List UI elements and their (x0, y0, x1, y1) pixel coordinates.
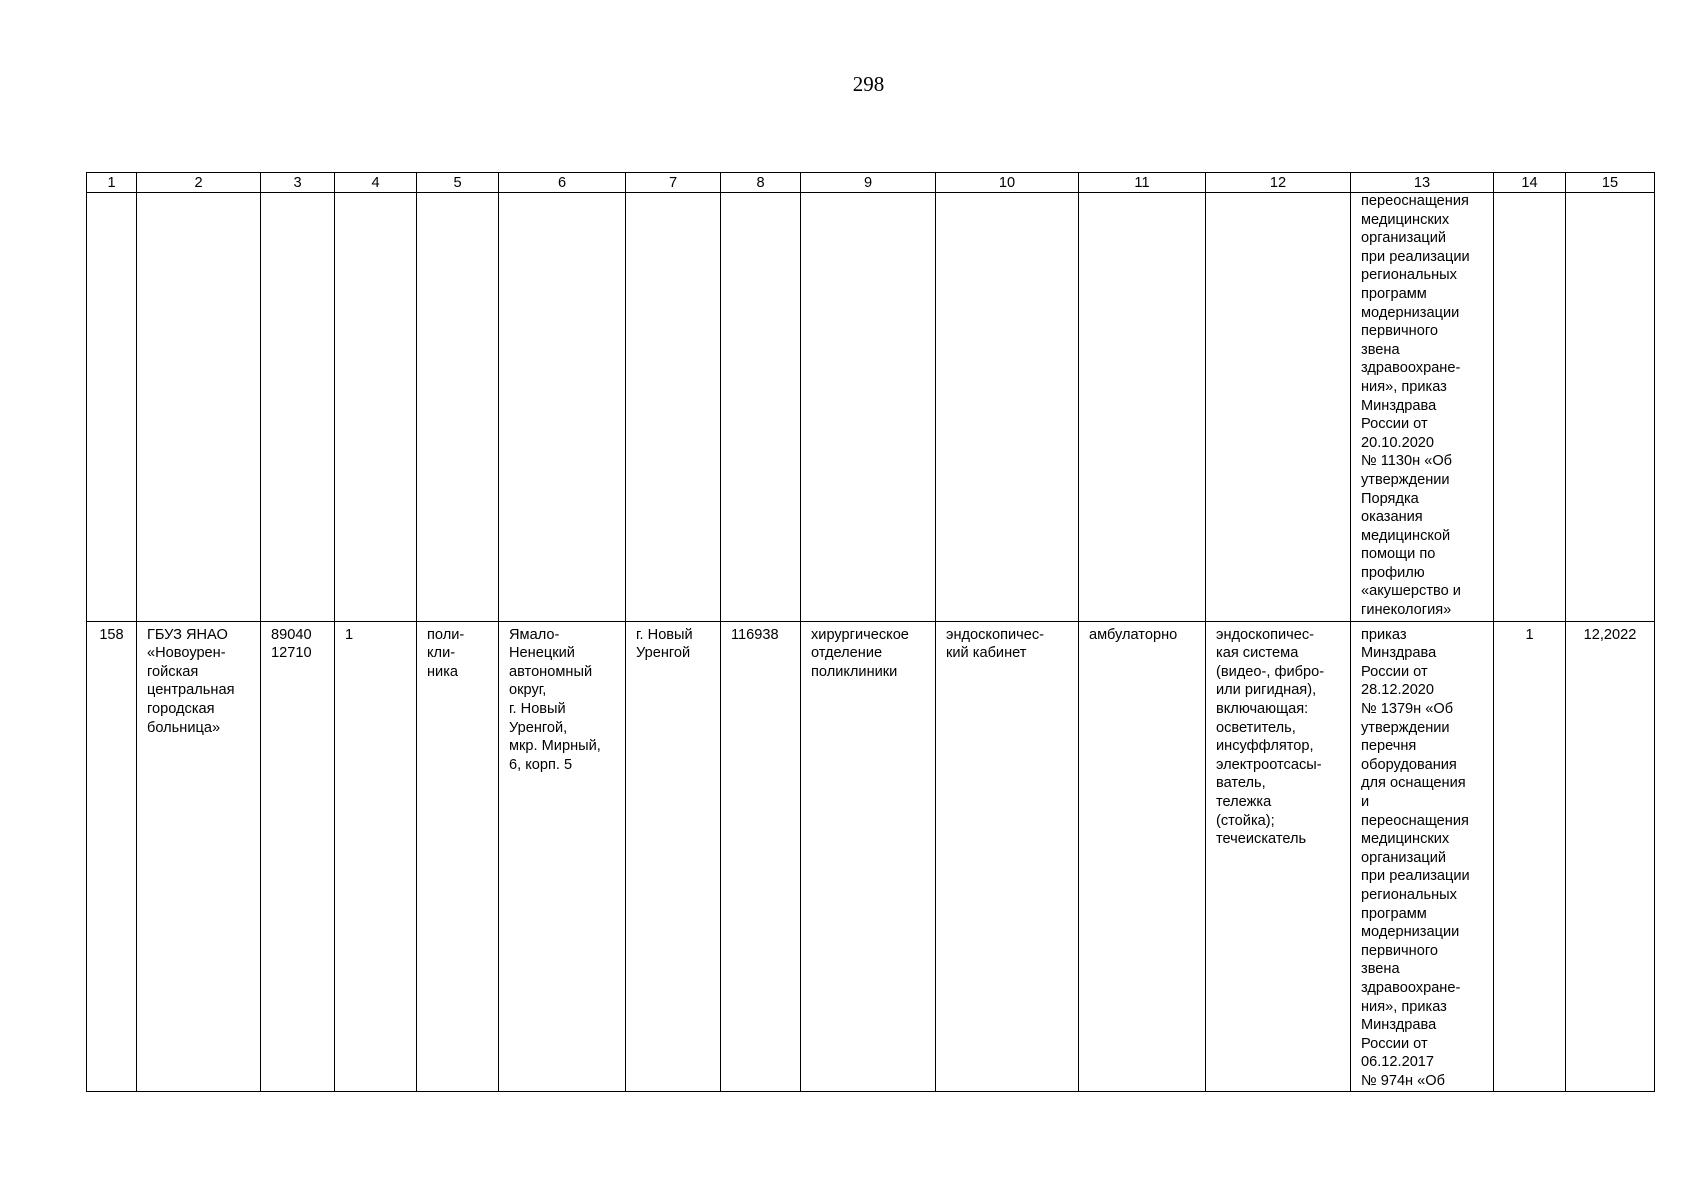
cell-text: 158 (99, 626, 124, 643)
cell-organization (137, 621, 261, 1091)
col-header-5: 5 (417, 173, 499, 193)
cell-text: хирургическое отделение поликлиники (811, 626, 909, 680)
cell-empty (1566, 193, 1655, 622)
cell-code (261, 621, 335, 1091)
col-header-13: 13 (1351, 173, 1494, 193)
cell-empty (721, 193, 801, 622)
cell-regulation-continued (1351, 193, 1494, 622)
cell-empty (626, 193, 721, 622)
cell-empty (1206, 193, 1351, 622)
cell-empty (801, 193, 936, 622)
cell-room (936, 621, 1079, 1091)
cell-text: 89040 12710 (271, 626, 312, 662)
col-header-6: 6 (499, 173, 626, 193)
cell-text: г. Новый Уренгой (636, 626, 693, 662)
cell-text: эндоскопичес- кий кабинет (946, 626, 1045, 662)
col-header-2: 2 (137, 173, 261, 193)
cell-text: приказ Минздрава России от 28.12.2020 № 1379н «Об утверждении перечня оборудования для оснащения и переоснащения медицинских организаций при реализации региональных программ модернизации первичного звена здравоохране- ния», приказ Минздрава России от 06.12.2017 № 974н «Об (1361, 626, 1470, 1089)
col-header-4: 4 (335, 173, 417, 193)
cell-col8 (721, 621, 801, 1091)
cell-date (1566, 621, 1655, 1091)
cell-quantity (1494, 621, 1566, 1091)
col-header-8: 8 (721, 173, 801, 193)
cell-text: 116938 (731, 626, 779, 643)
table-row-continuation (87, 193, 1655, 622)
header-row (87, 173, 1655, 193)
cell-text: ГБУЗ ЯНАО «Новоурен- гойская центральная городская больница» (147, 626, 235, 736)
cell-text: эндоскопичес- кая система (видео-, фибро- или ригидная), включающая: осветитель, инсуффлятор, электроотсасы- ватель, тележка (стойка); течеискатель (1216, 626, 1325, 848)
page-number: 298 (852, 72, 885, 96)
cell-text: поли- кли- ника (427, 626, 465, 680)
col-header-14: 14 (1494, 173, 1566, 193)
cell-text: 1 (1525, 626, 1534, 643)
col-header-11: 11 (1079, 173, 1206, 193)
cell-empty (936, 193, 1079, 622)
cell-empty (1494, 193, 1566, 622)
cell-empty (335, 193, 417, 622)
cell-text: 12,2022 (1583, 626, 1637, 643)
cell-text: Ямало- Ненецкий автономный округ, г. Новый Уренгой, мкр. Мирный, 6, корп. 5 (509, 626, 601, 773)
cell-text: переоснащения медицинских организаций при реализации региональных программ модернизации первичного звена здравоохране- ния», приказ Минздрава России от 20.10.2020 № 1130н «Об утверждении Порядка оказания медицинской помощи по профилю «акушерство и гинекология» (1361, 193, 1470, 619)
cell-empty (417, 193, 499, 622)
cell-care-condition (1079, 621, 1206, 1091)
cell-empty (1079, 193, 1206, 622)
col-header-1: 1 (87, 173, 137, 193)
cell-address (499, 621, 626, 1091)
cell-empty (499, 193, 626, 622)
cell-empty (261, 193, 335, 622)
cell-city (626, 621, 721, 1091)
equipment-table (86, 172, 1655, 1092)
cell-col4 (335, 621, 417, 1091)
cell-empty (137, 193, 261, 622)
col-header-10: 10 (936, 173, 1079, 193)
table-row-158 (87, 621, 1655, 1091)
cell-equipment (1206, 621, 1351, 1091)
col-header-7: 7 (626, 173, 721, 193)
col-header-15: 15 (1566, 173, 1655, 193)
col-header-9: 9 (801, 173, 936, 193)
cell-regulation (1351, 621, 1494, 1091)
cell-text: амбулаторно (1089, 626, 1178, 643)
cell-department (801, 621, 936, 1091)
cell-empty (87, 193, 137, 622)
cell-facility-type (417, 621, 499, 1091)
cell-row-number (87, 621, 137, 1091)
col-header-12: 12 (1206, 173, 1351, 193)
col-header-3: 3 (261, 173, 335, 193)
cell-text: 1 (345, 626, 354, 643)
